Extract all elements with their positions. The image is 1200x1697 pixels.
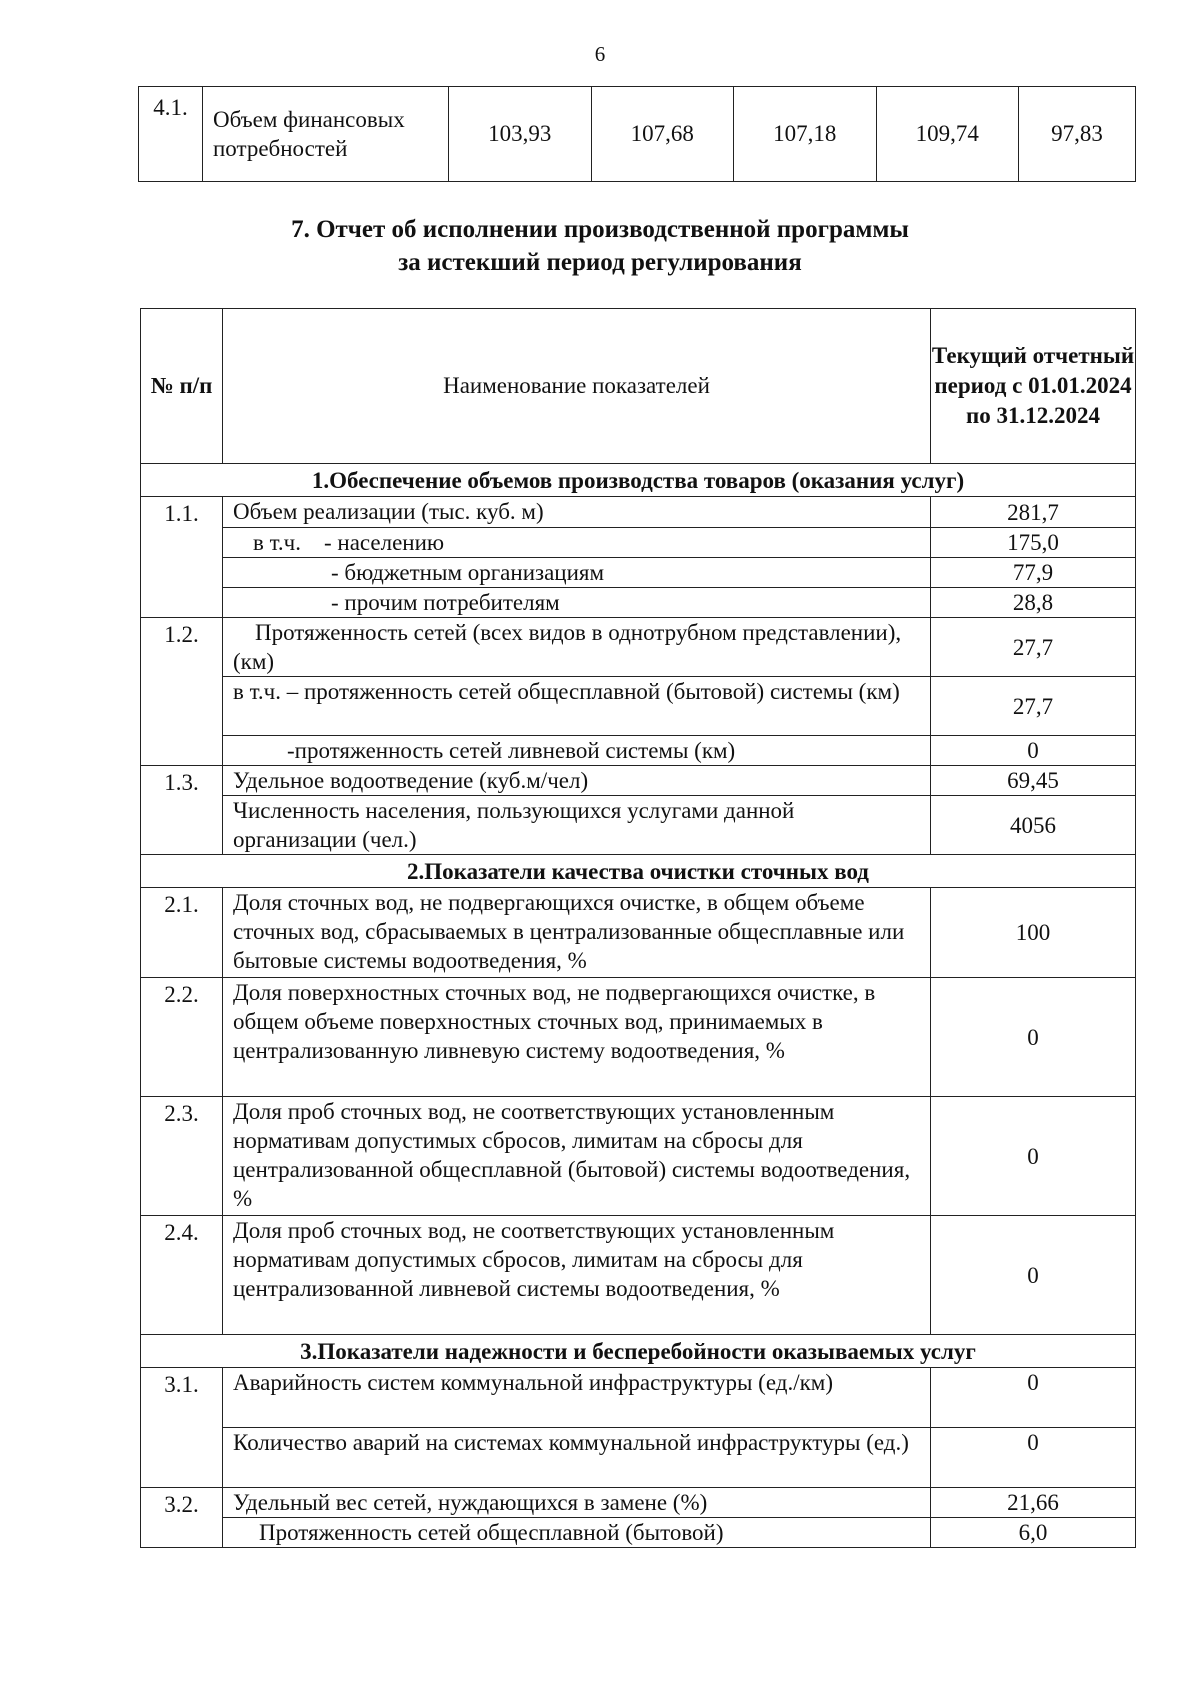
value-cell: 69,45 — [931, 766, 1136, 796]
financial-needs-table — [138, 86, 1136, 182]
table-row — [141, 1368, 1136, 1428]
value-cell: 0 — [931, 1368, 1136, 1428]
row-name: Количество аварий на системах коммунальной инфраструктуры (ед.) — [223, 1428, 931, 1488]
row-name: Протяженность сетей общесплавной (бытовой) — [223, 1518, 931, 1548]
section-heading-line2: за истекший период регулирования — [398, 249, 802, 276]
table-row — [141, 588, 1136, 618]
section-row — [141, 1335, 1136, 1368]
table-row — [141, 1216, 1136, 1335]
table-row — [141, 558, 1136, 588]
value-cell: 109,74 — [876, 87, 1019, 182]
row-name: Доля проб сточных вод, не соответствующих установленным нормативам допустимых сбросов, лимитам на сбросы для централизованной ливневой системы водоотведения, % — [223, 1216, 931, 1335]
table-row — [141, 677, 1136, 736]
row-number: 3.1. — [141, 1368, 223, 1488]
section-2-title: 2.Показатели качества очистки сточных вод — [141, 855, 1136, 888]
row-number: 2.1. — [141, 888, 223, 978]
row-number: 1.1. — [141, 497, 223, 618]
row-number: 1.3. — [141, 766, 223, 855]
table-row — [141, 888, 1136, 978]
row-name: Удельное водоотведение (куб.м/чел) — [223, 766, 931, 796]
row-number: 2.4. — [141, 1216, 223, 1335]
value-cell: 175,0 — [931, 528, 1136, 558]
value-cell: 28,8 — [931, 588, 1136, 618]
row-number: 2.2. — [141, 978, 223, 1097]
value-cell: 6,0 — [931, 1518, 1136, 1548]
section-1-title: 1.Обеспечение объемов производства товаров (оказания услуг) — [141, 464, 1136, 497]
section-row — [141, 464, 1136, 497]
table-row — [141, 497, 1136, 528]
row-number: 3.2. — [141, 1488, 223, 1548]
table-row — [141, 528, 1136, 558]
row-name: -протяженность сетей ливневой системы (км) — [223, 736, 931, 766]
table-header-row — [141, 309, 1136, 464]
value-cell: 4056 — [931, 796, 1136, 855]
header-indicator-name: Наименование показателей — [223, 309, 931, 464]
row-name: - прочим потребителям — [223, 588, 931, 618]
table-row — [141, 1518, 1136, 1548]
row-name: Доля поверхностных сточных вод, не подвергающихся очистке, в общем объеме поверхностных сточных вод, принимаемых в централизованную ливневую систему водоотведения, % — [223, 978, 931, 1097]
value-cell: 103,93 — [449, 87, 592, 182]
section-3-title: 3.Показатели надежности и бесперебойности оказываемых услуг — [141, 1335, 1136, 1368]
header-number: № п/п — [141, 309, 223, 464]
row-name: в т.ч. - населению — [223, 528, 931, 558]
value-cell: 0 — [931, 1097, 1136, 1216]
value-cell: 100 — [931, 888, 1136, 978]
section-heading-line1: 7. Отчет об исполнении производственной программы — [291, 216, 909, 243]
row-name: Доля сточных вод, не подвергающихся очистке, в общем объеме сточных вод, сбрасываемых в централизованные общесплавные или бытовые системы водоотведения, % — [223, 888, 931, 978]
header-reporting-period: Текущий отчетный период с 01.01.2024 по 31.12.2024 — [931, 309, 1136, 464]
table-row — [141, 796, 1136, 855]
row-name: Объем финансовых потребностей — [203, 87, 449, 182]
row-name: - бюджетным организациям — [223, 558, 931, 588]
table-row — [141, 736, 1136, 766]
value-cell: 0 — [931, 1428, 1136, 1488]
row-name: Объем реализации (тыс. куб. м) — [223, 497, 931, 528]
row-number: 2.3. — [141, 1097, 223, 1216]
section-row — [141, 855, 1136, 888]
table-row — [141, 1428, 1136, 1488]
table-row — [141, 978, 1136, 1097]
row-number: 1.2. — [141, 618, 223, 766]
table-row — [141, 618, 1136, 677]
page-number: 6 — [594, 42, 606, 66]
row-name: Удельный вес сетей, нуждающихся в замене (%) — [223, 1488, 931, 1518]
table-row — [141, 766, 1136, 796]
row-name: Доля проб сточных вод, не соответствующих установленным нормативам допустимых сбросов, лимитам на сбросы для централизованной общесплавной (бытовой) системы водоотведения, % — [223, 1097, 931, 1216]
production-program-report-table — [140, 308, 1136, 1548]
value-cell: 107,18 — [734, 87, 877, 182]
row-number: 4.1. — [139, 87, 203, 182]
value-cell: 27,7 — [931, 618, 1136, 677]
value-cell: 281,7 — [931, 497, 1136, 528]
value-cell: 21,66 — [931, 1488, 1136, 1518]
row-name: в т.ч. – протяженность сетей общесплавной (бытовой) системы (км) — [223, 677, 931, 736]
table-row — [141, 1488, 1136, 1518]
value-cell: 0 — [931, 978, 1136, 1097]
table-row — [141, 1097, 1136, 1216]
value-cell: 0 — [931, 1216, 1136, 1335]
value-cell: 97,83 — [1019, 87, 1136, 182]
row-name: Численность населения, пользующихся услугами данной организации (чел.) — [223, 796, 931, 855]
value-cell: 27,7 — [931, 677, 1136, 736]
row-name: Аварийность систем коммунальной инфраструктуры (ед./км) — [223, 1368, 931, 1428]
table-row — [139, 87, 1136, 182]
value-cell: 0 — [931, 736, 1136, 766]
value-cell: 107,68 — [591, 87, 734, 182]
row-name: Протяженность сетей (всех видов в однотрубном представлении), (км) — [223, 618, 931, 677]
value-cell: 77,9 — [931, 558, 1136, 588]
